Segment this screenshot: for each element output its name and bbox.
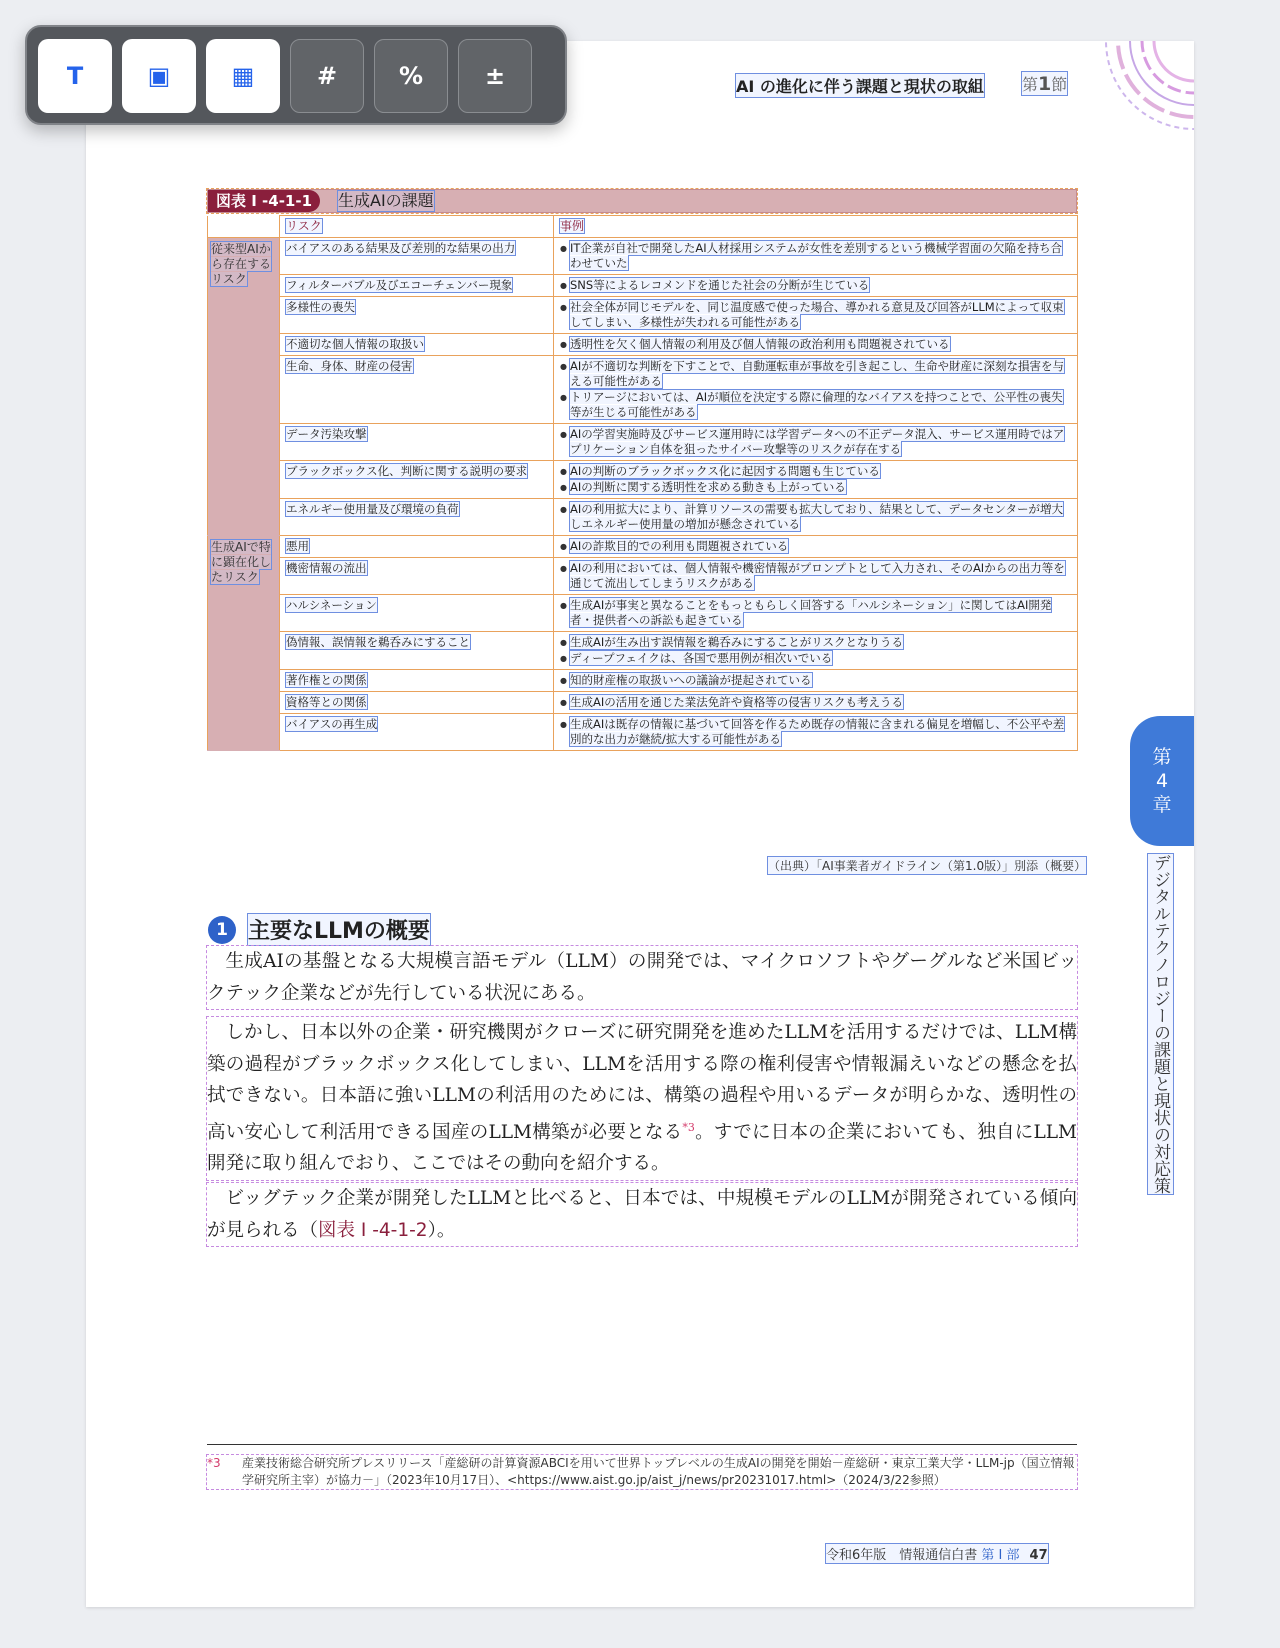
example-text: 生成AIが事実と異なることをもっともらしく回答する「ハルシネーション」に関してはAI開発者・提供者への訴訟も起きている bbox=[570, 598, 1052, 627]
footnote-text: 産業技術総合研究所プレスリリース「産総研の計算資源ABCIを用いて世界トップレベルの生成AIの開発を開始－産総研・東京工業大学・LLM-jp（国立情報学研究所主宰）が協力－」（2023年10月17日）、<https://www.aist.go.jp/aist_j/news/pr20231017.html>（2024/3/22参照） bbox=[242, 1456, 1075, 1487]
example-text: 生成AIは既存の情報に基づいて回答を作るため既存の情報に含まれる偏見を増幅し、不公平や差別的な出力が継続/拡大する可能性がある bbox=[570, 717, 1065, 746]
example-cell bbox=[554, 670, 1078, 692]
example-cell bbox=[554, 334, 1078, 356]
table-tool-button[interactable] bbox=[206, 39, 280, 113]
chapter-title-vertical: デジタルテクノロジーの課題と現状の対応策 bbox=[1148, 854, 1173, 1194]
risk-cell bbox=[280, 334, 554, 356]
example-text: 生成AIが生み出す誤情報を鵜呑みにすることがリスクとなりうる bbox=[570, 635, 904, 649]
example-item bbox=[560, 561, 1071, 591]
table-row bbox=[208, 461, 1078, 499]
tool-palette bbox=[25, 25, 567, 125]
example-item bbox=[560, 337, 1071, 352]
risk-cell bbox=[280, 356, 554, 424]
table-row bbox=[208, 692, 1078, 714]
header-example-cell bbox=[554, 216, 1078, 238]
block-tool-button[interactable] bbox=[122, 39, 196, 113]
chapter-tab[interactable] bbox=[1130, 716, 1194, 846]
example-cell bbox=[554, 558, 1078, 595]
risk-cell bbox=[280, 461, 554, 499]
paragraph-2-text: しかし、日本以外の企業・研究機関がクローズに研究開発を進めたLLMを活用するだけでは、LLM構築の過程がブラックボックス化してしまい、LLMを活用する際の権利侵害や情報漏えいなどの懸念を払拭できない。日本語に強いLLMの利活用のためには、構築の過程や用いるデータが明らかな、透明性の高い安心して利活用できる国産のLLM構築が必要となる bbox=[207, 1022, 1077, 1143]
example-text: SNS等によるレコメンドを通じた社会の分断が生じている bbox=[570, 278, 870, 292]
example-item bbox=[560, 673, 1071, 688]
risk-text: 機密情報の流出 bbox=[286, 561, 367, 575]
document-page bbox=[86, 41, 1194, 1607]
header-risk-cell bbox=[280, 216, 554, 238]
example-text: AIの判断のブラックボックス化に起因する問題も生じている bbox=[570, 464, 880, 478]
risk-text: 悪用 bbox=[286, 539, 309, 553]
footnote-mark: *3 bbox=[207, 1456, 221, 1470]
text-tool-button[interactable] bbox=[38, 39, 112, 113]
table-row bbox=[208, 334, 1078, 356]
example-cell bbox=[554, 536, 1078, 558]
example-text: 生成AIの活用を通じた業法免許や資格等の侵害リスクも考えうる bbox=[570, 695, 904, 709]
chapter-tab-char-3: 章 bbox=[1152, 794, 1172, 816]
footnote-3 bbox=[207, 1455, 1077, 1489]
table-row bbox=[208, 595, 1078, 632]
risk-cell bbox=[280, 536, 554, 558]
risk-cell bbox=[280, 632, 554, 670]
risk-cell bbox=[280, 275, 554, 297]
table-row bbox=[208, 238, 1078, 275]
percent-icon: % bbox=[398, 62, 424, 90]
category-label: 従来型AIから存在するリスク bbox=[211, 242, 272, 286]
risk-text: 偽情報、誤情報を鵜呑みにすること bbox=[286, 635, 470, 649]
example-item bbox=[560, 390, 1071, 420]
plus-minus-icon: ± bbox=[484, 62, 506, 90]
footnote-divider bbox=[207, 1444, 1077, 1445]
figure-label: 図表 I -4-1-1 bbox=[208, 190, 320, 212]
example-item bbox=[560, 464, 1071, 479]
example-cell bbox=[554, 499, 1078, 536]
section-suffix: 節 bbox=[1051, 75, 1068, 94]
risk-table bbox=[207, 215, 1078, 751]
example-cell bbox=[554, 632, 1078, 670]
risk-text: バイアスの再生成 bbox=[286, 717, 378, 731]
risk-cell bbox=[280, 558, 554, 595]
example-cell bbox=[554, 595, 1078, 632]
example-item bbox=[560, 480, 1071, 495]
example-text: AIの判断に関する透明性を求める動きも上がっている bbox=[570, 480, 846, 494]
risk-cell bbox=[280, 238, 554, 275]
example-text: ディープフェイクは、各国で悪用例が相次いでいる bbox=[570, 651, 833, 665]
figure-title: 生成AIの課題 bbox=[338, 191, 434, 210]
figure-source: （出典）「AI事業者ガイドライン（第1.0版）」別添（概要） bbox=[768, 859, 1087, 873]
table-row bbox=[208, 714, 1078, 751]
risk-text: フィルターバブル及びエコーチェンバー現象 bbox=[286, 278, 513, 292]
example-text: AIの詐欺目的での利用も問題視されている bbox=[570, 539, 789, 553]
footnote-ref-3[interactable]: *3 bbox=[682, 1120, 695, 1134]
chapter-tab-char-1: 第 bbox=[1152, 746, 1172, 768]
table-row bbox=[208, 356, 1078, 424]
risk-cell bbox=[280, 499, 554, 536]
plusminus-tool-button[interactable] bbox=[458, 39, 532, 113]
example-item bbox=[560, 598, 1071, 628]
example-text: 透明性を欠く個人情報の利用及び個人情報の政治利用も問題視されている bbox=[570, 337, 950, 351]
table-row bbox=[208, 632, 1078, 670]
column-header-example: 事例 bbox=[560, 219, 585, 233]
text-icon: T bbox=[66, 62, 84, 90]
paragraph-3-text: ビッグテック企業が開発したLLMと比べると、日本では、中規模モデルのLLMが開発されている傾向が見られる（ bbox=[207, 1188, 1077, 1241]
category-conventional-ai bbox=[208, 238, 280, 536]
example-cell bbox=[554, 461, 1078, 499]
table-row bbox=[208, 499, 1078, 536]
paragraph-1: 生成AIの基盤となる大規模言語モデル（LLM）の開発では、マイクロソフトやグーグルなど米国ビックテック企業などが先行している状況にある。 bbox=[207, 946, 1077, 1009]
risk-text: 多様性の喪失 bbox=[286, 300, 355, 314]
risk-cell bbox=[280, 714, 554, 751]
example-text: 社会全体が同じモデルを、同じ温度感で使った場合、導かれる意見及び回答がLLMによって収束してしまい、多様性が失われる可能性がある bbox=[570, 300, 1064, 329]
example-text: AIの利用においては、個人情報や機密情報がプロンプトとして入力され、そのAIからの出力等を通じて流出してしまうリスクがある bbox=[570, 561, 1065, 590]
example-item bbox=[560, 635, 1071, 650]
risk-text: 資格等との関係 bbox=[286, 695, 367, 709]
example-text: AIの学習実施時及びサービス運用時には学習データへの不正データ混入、サービス運用時ではアプリケーション自体を狙ったサイバー攻撃等のリスクが存在する bbox=[570, 427, 1065, 456]
number-tool-button[interactable] bbox=[290, 39, 364, 113]
header-blank-cell bbox=[208, 216, 280, 238]
example-item bbox=[560, 427, 1071, 457]
category-label: 生成AIで特に顕在化したリスク bbox=[211, 540, 272, 584]
hash-icon: # bbox=[316, 62, 338, 90]
risk-text: データ汚染攻撃 bbox=[286, 427, 367, 441]
example-text: トリアージにおいては、AIが順位を決定する際に倫理的なバイアスを持つことで、公平性の喪失等が生じる可能性がある bbox=[570, 390, 1063, 419]
paragraph-3 bbox=[207, 1183, 1077, 1246]
risk-text: ハルシネーション bbox=[286, 598, 377, 612]
risk-cell bbox=[280, 297, 554, 334]
running-header-section bbox=[1022, 72, 1067, 95]
table-row bbox=[208, 424, 1078, 461]
section-number-badge: 1 bbox=[208, 916, 236, 944]
example-item bbox=[560, 651, 1071, 666]
risk-text: 生命、身体、財産の侵害 bbox=[286, 359, 413, 373]
risk-text: 著作権との関係 bbox=[286, 673, 367, 687]
table-header-row bbox=[208, 216, 1078, 238]
example-item bbox=[560, 300, 1071, 330]
running-header-title: AI の進化に伴う課題と現状の取組 bbox=[736, 74, 984, 97]
chapter-tab-char-2: 4 bbox=[1155, 770, 1169, 792]
example-cell bbox=[554, 275, 1078, 297]
section-number: 1 bbox=[1038, 73, 1052, 95]
risk-cell bbox=[280, 424, 554, 461]
percent-tool-button[interactable] bbox=[374, 39, 448, 113]
risk-text: ブラックボックス化、判断に関する説明の要求 bbox=[286, 464, 528, 478]
risk-cell bbox=[280, 595, 554, 632]
example-cell bbox=[554, 714, 1078, 751]
section-heading: 主要なLLMの概要 bbox=[248, 914, 430, 945]
example-cell bbox=[554, 692, 1078, 714]
page-number: 47 bbox=[1029, 1548, 1048, 1563]
table-row bbox=[208, 558, 1078, 595]
section-prefix: 第 bbox=[1022, 75, 1039, 94]
example-item bbox=[560, 717, 1071, 747]
example-item bbox=[560, 695, 1071, 710]
risk-cell bbox=[280, 692, 554, 714]
example-item bbox=[560, 539, 1071, 554]
example-item bbox=[560, 278, 1071, 293]
table-row bbox=[208, 670, 1078, 692]
block-icon: ▣ bbox=[147, 62, 171, 90]
page-footer bbox=[826, 1544, 1048, 1563]
paragraph-2 bbox=[207, 1017, 1077, 1180]
risk-cell bbox=[280, 670, 554, 692]
figure-reference-link[interactable]: 図表 I -4-1-2 bbox=[318, 1219, 428, 1241]
example-item bbox=[560, 241, 1071, 271]
table-row bbox=[208, 536, 1078, 558]
table-row bbox=[208, 297, 1078, 334]
risk-text: 不適切な個人情報の取扱い bbox=[286, 337, 424, 351]
risk-text: バイアスのある結果及び差別的な結果の出力 bbox=[286, 241, 516, 255]
corner-arc-decoration bbox=[1084, 41, 1194, 136]
example-text: 知的財産権の取扱いへの議論が提起されている bbox=[570, 673, 812, 687]
example-text: AIの利用拡大により、計算リソースの需要も拡大しており、結果として、データセンターが増大しエネルギー使用量の増加が懸念されている bbox=[570, 502, 1063, 531]
footer-part: 第 I 部 bbox=[981, 1548, 1020, 1563]
example-cell bbox=[554, 424, 1078, 461]
category-generative-ai bbox=[208, 536, 280, 751]
example-cell bbox=[554, 356, 1078, 424]
example-cell bbox=[554, 297, 1078, 334]
footer-book-title: 令和6年版 情報通信白書 bbox=[826, 1548, 978, 1563]
table-row bbox=[208, 275, 1078, 297]
paragraph-2-text-end: 。すでに日本の企業においても、独自にLLM開発に取り組んでおり、ここではその動向を紹介する。 bbox=[207, 1121, 1078, 1175]
example-item bbox=[560, 359, 1071, 389]
risk-text: エネルギー使用量及び環境の負荷 bbox=[286, 502, 459, 516]
example-text: IT企業が自社で開発したAI人材採用システムが女性を差別するという機械学習面の欠陥を持ち合わせていた bbox=[570, 241, 1063, 270]
table-icon: ▦ bbox=[231, 62, 255, 90]
column-header-risk: リスク bbox=[286, 219, 322, 233]
paragraph-3-text-end: ）。 bbox=[427, 1219, 456, 1241]
example-item bbox=[560, 502, 1071, 532]
example-cell bbox=[554, 238, 1078, 275]
example-text: AIが不適切な判断を下すことで、自動運転車が事故を引き起こし、生命や財産に深刻な損害を与える可能性がある bbox=[570, 359, 1065, 388]
